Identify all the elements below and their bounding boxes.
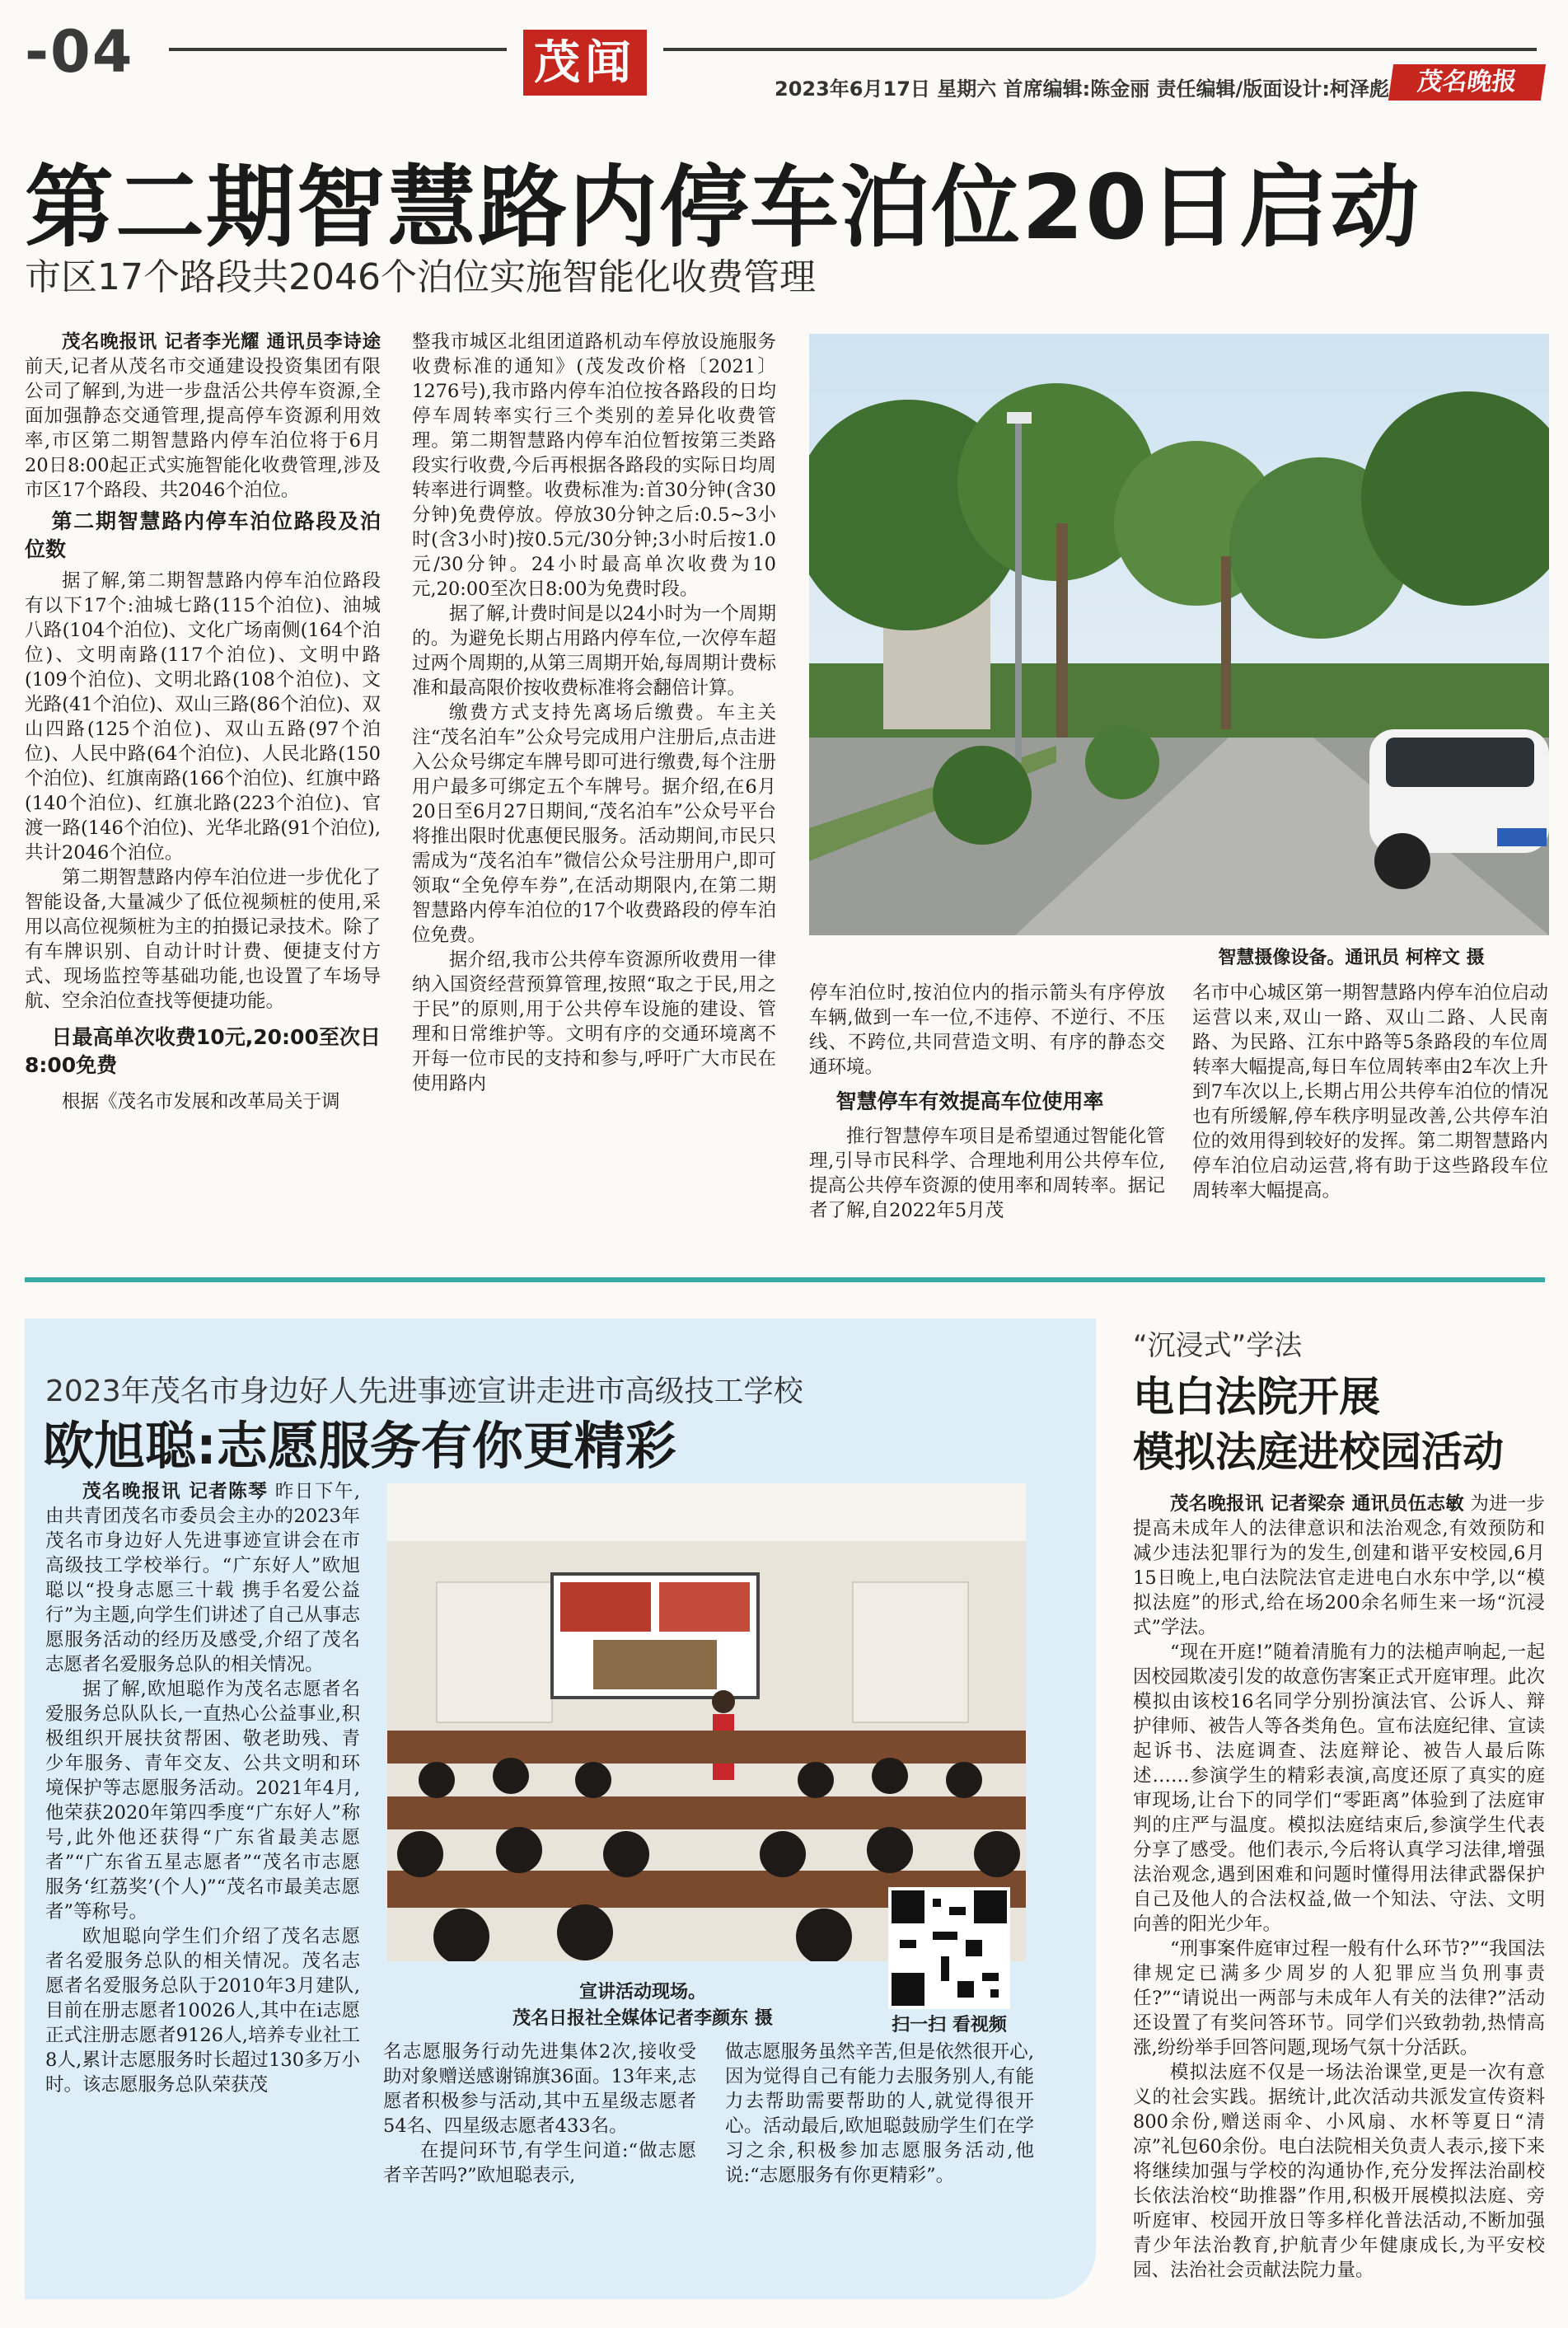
story3-headline-line2: 模拟法庭进校园活动 <box>1133 1428 1504 1476</box>
story2-paragraph: 据了解,欧旭聪作为茂名志愿者名爱服务总队队长,一直热心公益事业,积极组织开展扶贫帮困、敬老助残、青少年服务、青年交友、公共文明和环境保护等志愿服务活动。2021年4月,他荣获2020年第四季度“广东好人”称号,此外他还获得“广东省最美志愿者”“广东省五星志愿者”“茂名市志愿服务‘红荔奖’(个人)”“茂名市最美志愿者”等称号。 <box>45 1679 360 1923</box>
story2-column-3 <box>725 2040 1034 2188</box>
story2-paragraph: 在提问环节,有学生问道:“做志愿者辛苦吗?”欧旭聪表示, <box>383 2140 696 2186</box>
lead-subheading: 第二期智慧路内停车泊位路段及泊位数 <box>25 509 381 561</box>
story2-column-2 <box>383 2040 696 2188</box>
story2-paragraph: 名志愿服务行动先进集体2次,接收受助对象赠送感谢锦旗36面。13年来,志愿者积极参与活动,其中五星级志愿者54名、四星级志愿者433名。 <box>383 2041 696 2137</box>
story3-headline-line1: 电白法院开展 <box>1133 1373 1380 1421</box>
street-photo <box>809 334 1549 935</box>
lead-column-4 <box>1192 981 1548 1203</box>
lead-paragraph: 缴费方式支持先离场后缴费。车主关注“茂名泊车”公众号完成用户注册后,点击进入公众号绑定车牌号即可进行缴费,每个注册用户最多可绑定五个车牌号。据介绍,在6月20日至6月27日期间,“茂名泊车”公众号平台将推出限时优惠便民服务。活动期间,市民只需成为“茂名泊车”微信公众号注册用户,即可领取“全免停车券”,在活动期限内,在第二期智慧路内停车泊位的17个收费路段的停车泊位免费。 <box>412 702 776 946</box>
lead-paragraph: 第二期智慧路内停车泊位进一步优化了智能设备,大量减少了低位视频桩的使用,采用以高位视频桩为主的拍摄记录技术。除了有车牌识别、自动计时计费、便捷支付方式、现场监控等基础功能,也设置了车场导航、空余泊位查找等便捷功能。 <box>25 867 381 1012</box>
qr-label: 扫一扫 看视频 <box>892 2015 1007 2035</box>
lead-paragraph: 据了解,计费时间是以24小时为一个周期的。为避免长期占用路内停车位,一次停车超过两个周期的,从第三周期开始,每周期计费标准和最高限价按收费标准将会翻倍计算。 <box>412 603 776 699</box>
lead-column-3 <box>809 981 1165 1223</box>
story2-paragraph: 欧旭聪向学生们介绍了茂名志愿者名爱服务总队的相关情况。茂名志愿者名爱服务总队于2010年3月建队,目前在册志愿者10026人,其中在i志愿正式注册志愿者9126人,培养专业社工8人,累计志愿服务时长超过130多万小时。该志愿服务总队荣获茂 <box>45 1926 360 2096</box>
story3-paragraph: 模拟法庭不仅是一场法治课堂,更是一次有意义的社会实践。据统计,此次活动共派发宣传资料800余份,赠送雨伞、小风扇、水杯等夏日“清凉”礼包60余份。电白法院相关负责人表示,接下来将继续加强与学校的沟通协作,充分发挥法治副校长依法治校“助推器”作用,积极开展模拟法庭、旁听庭审、校园开放日等多样化普法活动,不断加强青少年法治教育,护航青少年健康成长,为平安校园、法治社会贡献法院力量。 <box>1133 2062 1545 2281</box>
story3-paragraph: “现在开庭!”随着清脆有力的法槌声响起,一起因校园欺凌引发的故意伤害案正式开庭审理。此次模拟由该校16名同学分别扮演法官、公诉人、辩护律师、被告人等各类角色。宣布法庭纪律、宣读起诉书、法庭调查、法庭辩论、被告人最后陈述……参演学生的精彩表演,高度还原了真实的庭审现场,让台下的同学们“零距离”体验到了法庭审判的庄严与温度。模拟法庭结束后,参演学生代表分享了感受。他们表示,今后将认真学习法律,增强法治观念,遇到困难和问题时懂得用法律武器保护自己及他人的合法权益,做一个知法、守法、文明向善的阳光少年。 <box>1133 1642 1545 1935</box>
header-rule-right <box>663 48 1537 51</box>
story3-paragraph: 为进一步提高未成年人的法律意识和法治观念,有效预防和减少违法犯罪行为的发生,创建和谐平安校园,6月15日晚上,电白法院法官走进电白水东中学,以“模拟法庭”的形式,给在场200余名师生来一场“沉浸式”学法。 <box>1133 1493 1545 1638</box>
story2-byline: 茂名晚报讯 记者陈琴 <box>82 1481 269 1502</box>
story2-paragraph: 做志愿服务虽然辛苦,但是依然很开心,因为觉得自己有能力去服务别人,有能力去帮助需要帮助的人,就觉得很开心。活动最后,欧旭聪鼓励学生们在学习之余,积极参加志愿服务活动,他说:“志愿服务有你更精彩”。 <box>725 2041 1034 2186</box>
lead-headline: 第二期智慧路内停车泊位20日启动 <box>25 157 1421 260</box>
lead-paragraph: 停车泊位时,按泊位内的指示箭头有序停放车辆,做到一车一位,不违停、不逆行、不压线、不跨位,共同营造文明、有序的静态交通环境。 <box>809 982 1165 1078</box>
lead-byline: 茂名晚报讯 记者李光耀 通讯员李诗途 <box>62 331 381 353</box>
story2-kicker: 2023年茂名市身边好人先进事迹宣讲走进市高级技工学校 <box>45 1375 803 1408</box>
lead-column-1 <box>25 330 381 1114</box>
section-badge: 茂闻 <box>523 30 647 96</box>
page-number: -04 <box>25 18 134 86</box>
lead-paragraph: 据介绍,我市公共停车资源所收费用一律纳入国资经营预算管理,按照“取之于民,用之于民”的原则,用于公共停车设施的建设、管理和日常维护等。文明有序的交通环境离不开每一位市民的支持和参与,呼吁广大市民在使用路内 <box>412 949 776 1094</box>
newspaper-logo: 茂名晚报 <box>1388 64 1546 101</box>
story3-column <box>1133 1492 1545 2283</box>
lead-subheading: 日最高单次收费10元,20:00至次日8:00免费 <box>25 1025 381 1077</box>
story2-headline: 欧旭聪:志愿服务有你更精彩 <box>43 1416 676 1476</box>
lead-paragraph: 整我市城区北组团道路机动车停放设施服务收费标准的通知》(茂发改价格〔2021〕1276号),我市路内停车泊位按各路段的日均停车周转率实行三个类别的差异化收费管理。第二期智慧路内停车泊位暂按第三类路段实行收费,今后再根据各路段的实际日均周转率进行调整。收费标准为:首30分钟(含30分钟)免费停放。停放30分钟之后:0.5~3小时(含3小时)按0.5元/30分钟;3小时后按1.0元/30分钟。24小时最高单次收费为10元,20:00至次日8:00为免费时段。 <box>412 331 776 600</box>
story3-byline: 茂名晚报讯 记者梁奈 通讯员伍志敏 <box>1170 1493 1464 1515</box>
video-qr-code[interactable] <box>888 1887 1010 2009</box>
story2-paragraph: 昨日下午,由共青团茂名市委员会主办的2023年茂名市身边好人先进事迹宣讲会在市高级技工学校举行。“广东好人”欧旭聪以“投身志愿三十载 携手名爱公益行”为主题,向学生们讲述了自己从事志愿服务活动的经历及感受,介绍了茂名志愿者名爱服务总队的相关情况。 <box>45 1481 361 1675</box>
section-divider <box>25 1277 1545 1282</box>
lead-subheadline: 市区17个路段共2046个泊位实施智能化收费管理 <box>25 256 816 298</box>
dateline: 2023年6月17日 星期六 首席编辑:陈金丽 责任编辑/版面设计:柯泽彪 <box>775 77 1389 101</box>
lead-paragraph: 据了解,第二期智慧路内停车泊位路段有以下17个:油城七路(115个泊位)、油城八路(104个泊位)、文化广场南侧(164个泊位)、文明南路(117个泊位)、文明中路(109个泊位)、文明北路(108个泊位)、文光路(41个泊位)、双山三路(86个泊位)、双山四路(125个泊位)、双山五路(97个泊位)、人民中路(64个泊位)、人民北路(150个泊位)、红旗南路(166个泊位)、红旗中路(140个泊位)、红旗北路(223个泊位)、官渡一路(146个泊位)、光华北路(91个泊位),共计2046个泊位。 <box>25 570 381 864</box>
photo-caption: 茂名日报社全媒体记者李颜东 摄 <box>513 2008 773 2029</box>
story3-kicker: “沉浸式”学法 <box>1133 1329 1303 1362</box>
lead-column-2 <box>412 330 776 1096</box>
lead-paragraph: 前天,记者从茂名市交通建设投资集团有限公司了解到,为进一步盘活公共停车资源,全面加强静态交通管理,提高停车资源利用效率,市区第二期智慧路内停车泊位将于6月20日8:00起正式实施智能化收费管理,涉及市区17个路段、共2046个泊位。 <box>25 356 381 501</box>
lead-paragraph: 名市中心城区第一期智慧路内停车泊位启动运营以来,双山一路、双山二路、人民南路、为民路、江东中路等5条路段的车位周转率大幅提高,每日车位周转率由2车次上升到7车次以上,长期占用公共停车泊位的情况也有所缓解,停车秩序明显改善,公共停车泊位的效用得到较好的发挥。第二期智慧路内停车泊位启动运营,将有助于这些路段车位周转率大幅提高。 <box>1192 982 1548 1201</box>
lead-subheading: 智慧停车有效提高车位使用率 <box>835 1089 1104 1113</box>
photo-caption: 智慧摄像设备。通讯员 柯梓文 摄 <box>1218 948 1485 968</box>
story2-column-1 <box>45 1479 360 2097</box>
lead-paragraph: 根据《茂名市发展和改革局关于调 <box>62 1091 340 1112</box>
story3-paragraph: “刑事案件庭审过程一般有什么环节?”“我国法律规定已满多少周岁的人犯罪应当负刑事责任?”“请说出一两部与未成年人有关的法律?”活动还设置了有奖问答环节。同学们兴致勃勃,热情高涨,纷纷举手回答问题,现场气氛十分活跃。 <box>1133 1938 1545 2059</box>
photo-caption: 宣讲活动现场。 <box>578 1982 706 2002</box>
lead-paragraph: 推行智慧停车项目是希望通过智能化管理,引导市民科学、合理地利用公共停车位,提高公共停车资源的使用率和周转率。据记者了解,自2022年5月茂 <box>809 1126 1165 1221</box>
header-rule-left <box>169 48 507 51</box>
